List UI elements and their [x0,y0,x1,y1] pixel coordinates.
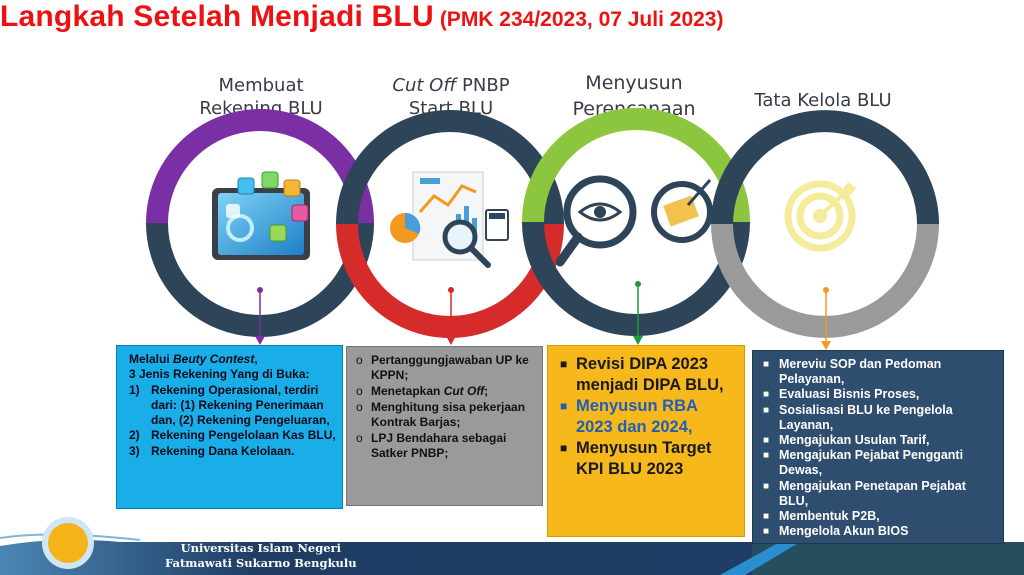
box-perencanaan [547,345,745,537]
list-item [129,428,336,443]
list-item [761,433,995,448]
list-item [761,387,995,402]
list-item [761,524,995,539]
bullet: ■ [763,435,770,447]
bullet: o [356,353,363,367]
list-item [560,354,738,396]
box1-list [129,383,336,459]
list-item [761,479,995,509]
bullet: ■ [763,526,770,538]
university-line1: Universitas Islam Negeri [180,541,341,555]
list-item [129,383,336,429]
box-tata-kelola [752,350,1004,544]
university-name [165,541,357,571]
item-number: 1) [129,382,140,397]
list-item [560,396,738,438]
box4-list [761,357,995,539]
bullet: o [356,384,363,398]
bullet: ■ [560,399,568,413]
box1-intro-suffix: , [254,352,258,366]
box-rekening [116,345,343,509]
item-text-suffix: ; [484,384,489,398]
item-text: Evaluasi Bisnis Proses, [779,387,920,402]
item-text: Mengajukan Usulan Tarif, [779,433,930,448]
list-item [353,431,536,461]
bullet: o [356,431,363,445]
list-item [761,403,995,433]
item-text: Rekening Dana Kelolaan. [151,443,295,458]
item-text: Mengelola Akun BIOS [779,524,909,539]
bullet: o [356,400,363,414]
item-text: Menyusun RBA 2023 dan 2024, [576,397,698,436]
item-text: Rekening Pengelolaan Kas BLU, [151,428,336,443]
item-text-prefix: Menetapkan [371,384,444,398]
step2-line1-italic: Cut Off [392,75,457,96]
bullet: ■ [763,480,770,492]
list-item [761,509,995,524]
target-icon [786,178,860,252]
box2-list [353,353,536,461]
step1-line1: Membuat [218,75,304,96]
step2-line2: Start BLU [408,98,494,119]
step1-line2: Rekening BLU [199,98,323,119]
item-text: Mereviu SOP dan Pedoman Pelayanan, [779,357,942,387]
list-item [129,444,336,459]
bullet: ■ [763,389,770,401]
bullet: ■ [763,511,770,523]
ring3-bottom-arc [533,222,739,325]
tablet-apps-icon [212,172,310,260]
item-text: Pertanggungjawaban UP ke KPPN; [371,353,529,382]
item-number: 2) [129,428,140,443]
box1-intro-prefix: Melalui [129,352,174,366]
title-main: Langkah Setelah Menjadi BLU [0,0,434,33]
step3-line2: Perencanaan [572,98,696,120]
bullet: ■ [560,441,568,455]
report-magnifier-icon [390,172,508,265]
list-item [560,438,738,480]
list-item [761,448,995,478]
box-cutoff [346,346,543,506]
bullet: ■ [763,404,770,416]
bullet: ■ [763,450,770,462]
university-line2: Fatmawati Sukarno Bengkulu [165,556,357,570]
title-sub: (PMK 234/2023, 07 Juli 2023) [439,8,724,31]
item-text: Revisi DIPA 2023 menjadi DIPA BLU, [576,355,724,394]
list-item [761,357,995,387]
item-text: Rekening Operasional, terdiri dari: (1) Rekening Penerimaan dan, (2) Rekening Pengeluaran, [151,382,330,428]
bullet: ■ [763,359,770,370]
item-text: Sosialisasi BLU ke Pengelola Layanan, [779,402,953,432]
step2-line1-rest: PNBP [456,75,510,96]
item-text: Mengajukan Penetapan Pejabat BLU, [779,478,966,508]
list-item [353,353,536,383]
item-text: Mengajukan Pejabat Pengganti Dewas, [779,448,964,478]
box1-intro [129,352,336,367]
box1-intro-line2: 3 Jenis Rekening Yang di Buka: [129,367,310,382]
box1-intro-italic: Beuty Contest [173,352,255,366]
step4-line1: Tata Kelola BLU [754,90,892,111]
list-item [353,384,536,399]
university-logo [40,515,96,571]
item-number: 3) [129,443,140,458]
box3-list [560,354,738,480]
item-text-italic: Cut Off [443,384,485,398]
step3-line1: Menyusun [585,72,683,94]
item-text: LPJ Bendahara sebagai Satker PNBP; [371,431,507,460]
item-text: Menghitung sisa pekerjaan Kontrak Barjas; [371,400,526,429]
bullet: ■ [560,357,568,371]
item-text: Menyusun Target KPI BLU 2023 [576,439,721,478]
item-text: Membentuk P2B, [779,509,880,524]
eye-magnifier-icon [560,179,710,262]
list-item [353,400,536,430]
